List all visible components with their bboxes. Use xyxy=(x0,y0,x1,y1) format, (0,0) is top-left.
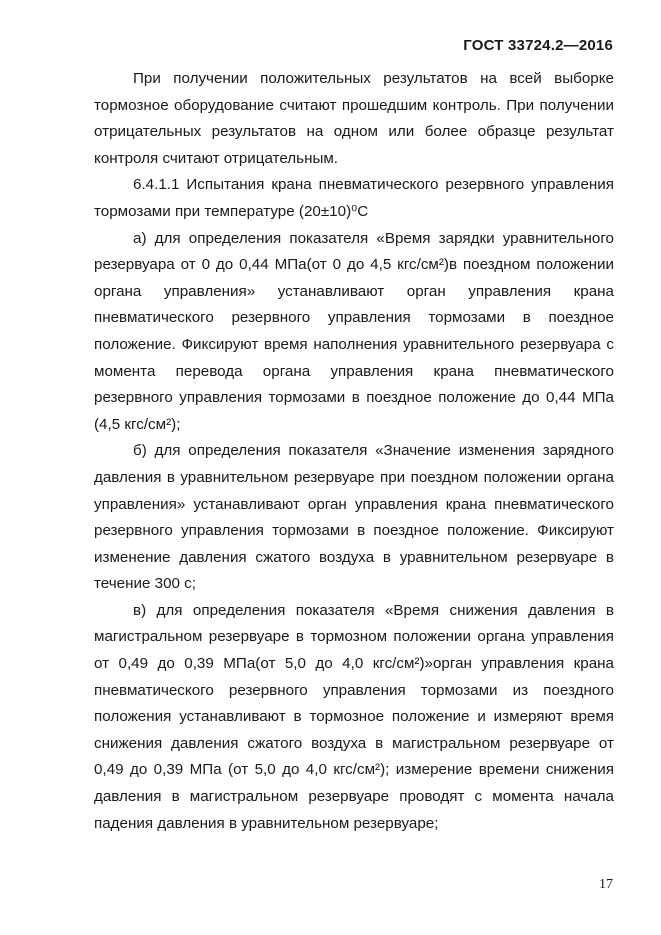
paragraph-results: При получении положительных результатов на всей выборке тормозное оборудование считают прошедшим контроль. При получении отрицательных результатов на одном или более образце результат контроля считают отрицательным. xyxy=(94,70,614,167)
page-number: 17 xyxy=(599,877,613,892)
body-text xyxy=(94,66,614,837)
document-code-header: ГОСТ 33724.2—2016 xyxy=(463,37,613,54)
paragraph-section-6-4-1-1: 6.4.1.1 Испытания крана пневматического резервного управления тормозами при температуре (20±10)⁰С xyxy=(94,176,614,220)
paragraph-item-a: а) для определения показателя «Время зарядки уравнительного резервуара от 0 до 0,44 МПа(от 0 до 4,5 кгс/см²)в поездном положении органа управления» устанавливают орган управления крана пневматического резервного управления тормозами в поездное положение. Фиксируют время наполнения уравнительного резервуара с момента перевода органа управления крана пневматического резервного управления тормозами в поездное положение до 0,44 МПа (4,5 кгс/см²); xyxy=(94,229,614,433)
paragraph-item-v: в) для определения показателя «Время снижения давления в магистральном резервуаре в тормозном положении органа управления от 0,49 до 0,39 МПа(от 5,0 до 4,0 кгс/см²)»орган управления крана пневматического резервного управления тормозами из поездного положения устанавливают в тормозное положение и измеряют время снижения давления сжатого воздуха в магистральном резервуаре от 0,49 до 0,39 МПа (от 5,0 до 4,0 кгс/см²); измерение времени снижения давления в магистральном резервуаре проводят с момента начала падения давления в уравнительном резервуаре; xyxy=(94,601,614,832)
paragraph-item-b: б) для определения показателя «Значение изменения зарядного давления в уравнительном резервуаре при поездном положении органа управления» устанавливают орган управления крана пневматического резервного управления тормозами в поездное положение. Фиксируют изменение давления сжатого воздуха в уравнительном резервуаре в течение 300 с; xyxy=(94,442,614,593)
